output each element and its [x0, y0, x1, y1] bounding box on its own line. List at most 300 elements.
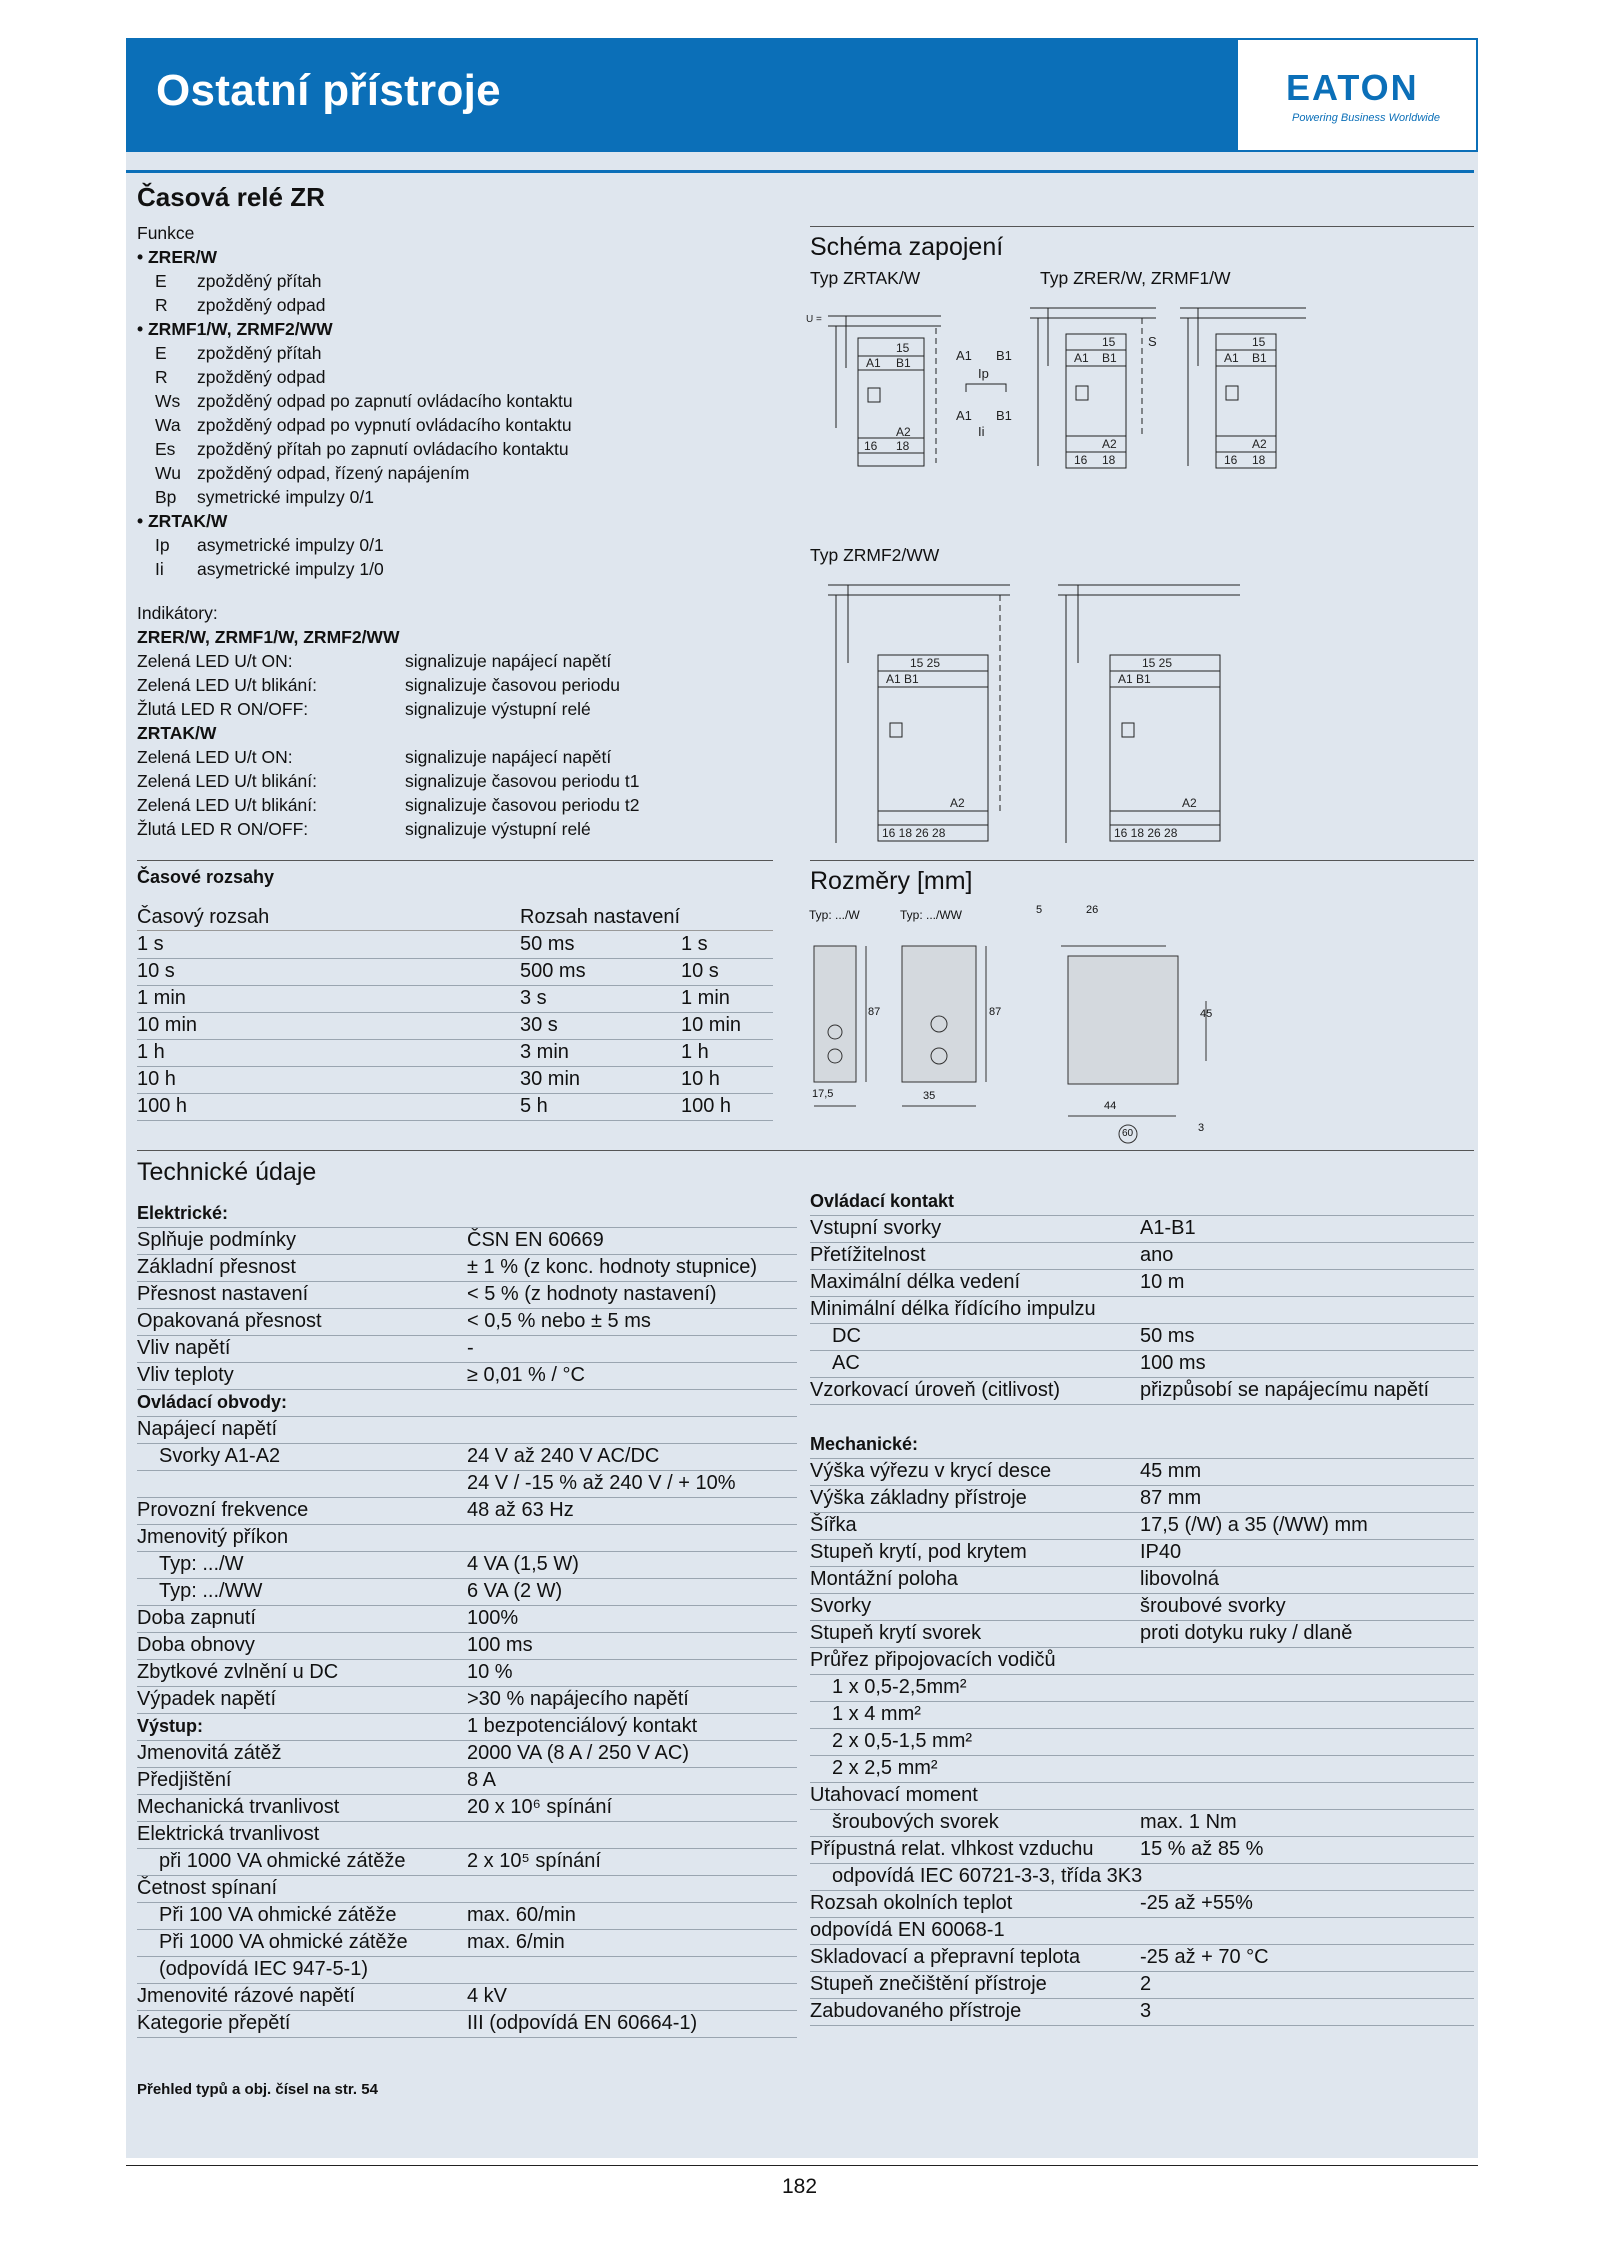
- wiring-rule: [810, 226, 1474, 227]
- dims-rule: [810, 860, 1474, 861]
- tech-right-key: Přípustná relat. vlhkost vzduchu: [810, 1838, 1094, 1860]
- setting-max: 1 h: [681, 1041, 709, 1063]
- dims-title: Rozměry [mm]: [810, 867, 973, 895]
- ranges-row: [137, 1012, 773, 1040]
- function-code: Ws: [155, 391, 181, 411]
- function-code: Wa: [155, 415, 181, 435]
- tech-right-key: AC: [832, 1352, 860, 1374]
- tech-left-key: Provozní frekvence: [137, 1499, 309, 1521]
- top-rule: [126, 170, 1474, 173]
- tech-right-key: Výška základny přístroje: [810, 1487, 1027, 1509]
- tech-left-key: Mechanická trvanlivost: [137, 1796, 340, 1818]
- tech-right-key: Svorky: [810, 1595, 872, 1617]
- tech-left-row: [137, 1821, 797, 1849]
- tech-left-key: Jmenovitý příkon: [137, 1526, 289, 1548]
- tech-right-row: [810, 1566, 1474, 1594]
- tech-right-row: [810, 1458, 1474, 1486]
- tech-right-key: Skladovací a přepravní teplota: [810, 1946, 1081, 1968]
- tech-left-key: Výstup:: [137, 1716, 204, 1736]
- tech-right-value: -25 až +55%: [1140, 1892, 1253, 1914]
- tech-left-row: [137, 2010, 797, 2038]
- svg-text:16 18 26 28: 16 18 26 28: [882, 826, 946, 840]
- setting-min: 3 min: [520, 1041, 569, 1063]
- dims-44: 44: [1104, 1100, 1117, 1112]
- function-desc: zpožděný odpad: [197, 295, 326, 315]
- setting-min: 3 s: [520, 987, 547, 1009]
- tech-left-row: [137, 1470, 797, 1498]
- footer-rule: [126, 2165, 1478, 2166]
- footer-note: Přehled typů a obj. čísel na str. 54: [137, 2081, 378, 2098]
- tech-left-value: 4 kV: [467, 1985, 508, 2007]
- wiring-diagram-zrmf2: [810, 563, 1250, 853]
- svg-text:A1: A1: [956, 408, 972, 423]
- product-title: Časová relé ZR: [137, 182, 325, 212]
- range-value: 1 min: [137, 987, 186, 1009]
- functions-heading: Funkce: [137, 223, 195, 243]
- tech-right-row: [810, 1242, 1474, 1270]
- logo-wordmark: [1286, 68, 1416, 117]
- tech-left-key: Jmenovitá zátěž: [137, 1742, 282, 1764]
- page-sheet: [126, 38, 1478, 2158]
- svg-text:15 25: 15 25: [1142, 656, 1173, 670]
- indicator-label: Zelená LED U/t ON:: [137, 651, 293, 672]
- dims-87-ww: 87: [989, 1006, 1002, 1018]
- function-code: Wu: [155, 463, 181, 483]
- tech-right-row: [810, 1701, 1474, 1729]
- page-title: Ostatní přístroje: [156, 66, 501, 115]
- function-group-name: • ZRER/W: [137, 247, 218, 267]
- tech-right-value: A1-B1: [1140, 1217, 1196, 1239]
- indicator-desc: signalizuje časovou periodu: [405, 675, 620, 696]
- tech-left-row: [137, 1362, 797, 1390]
- tech-left-row: [137, 1497, 797, 1525]
- svg-text:B1: B1: [1102, 351, 1117, 365]
- tech-left-value: max. 6/min: [467, 1931, 565, 1953]
- tech-left-key: Při 100 VA ohmické zátěže: [159, 1904, 397, 1926]
- setting-min: 30 s: [520, 1014, 558, 1036]
- tech-right-row: [810, 1944, 1474, 1972]
- indicators-heading: Indikátory:: [137, 603, 218, 624]
- svg-text:EATON: EATON: [1286, 68, 1416, 108]
- tech-left-key: Doba zapnutí: [137, 1607, 256, 1629]
- tech-right-row: [810, 1620, 1474, 1648]
- tech-left-value: 6 VA (2 W): [467, 1580, 563, 1602]
- svg-text:A1 B1: A1 B1: [886, 672, 919, 686]
- dims-5: 5: [1036, 904, 1043, 916]
- range-value: 10 min: [137, 1014, 198, 1036]
- tech-right-value: max. 1 Nm: [1140, 1811, 1237, 1833]
- tech-left-row: [137, 1254, 797, 1282]
- tech-right-key: 1 x 4 mm²: [832, 1703, 921, 1725]
- indicator-label: Zelená LED U/t blikání:: [137, 771, 317, 792]
- tech-left-key: Splňuje podmínky: [137, 1229, 296, 1251]
- ranges-row: [137, 958, 773, 986]
- svg-text:15: 15: [1102, 335, 1116, 349]
- svg-text:A2: A2: [896, 425, 911, 439]
- tech-right-key: 1 x 0,5-2,5mm²: [832, 1676, 967, 1698]
- function-code: E: [155, 343, 167, 363]
- tech-right-row: [810, 1377, 1474, 1405]
- setting-max: 10 min: [681, 1014, 742, 1036]
- tech-left-value: III (odpovídá EN 60664-1): [467, 2012, 698, 2034]
- tech-left-key: Při 1000 VA ohmické zátěže: [159, 1931, 408, 1953]
- function-code: R: [155, 295, 168, 315]
- tech-right-key: Výška výřezu v krycí desce: [810, 1460, 1052, 1482]
- svg-text:16: 16: [864, 439, 878, 453]
- tech-left-value: ± 1 % (z konc. hodnoty stupnice): [467, 1256, 758, 1278]
- svg-text:B1: B1: [896, 356, 911, 370]
- ranges-col1-header: Časový rozsah: [137, 906, 270, 928]
- tech-left-value: 4 VA (1,5 W): [467, 1553, 579, 1575]
- wiring-title: Schéma zapojení: [810, 233, 1004, 261]
- function-desc: zpožděný odpad, řízený napájením: [197, 463, 470, 483]
- tech-left-value: -: [467, 1337, 474, 1359]
- function-desc: zpožděný odpad po zapnutí ovládacího kontaktu: [197, 391, 573, 411]
- setting-min: 30 min: [520, 1068, 581, 1090]
- tech-left-key: při 1000 VA ohmické zátěže: [159, 1850, 406, 1872]
- indicator-desc: signalizuje výstupní relé: [405, 699, 591, 720]
- tech-right-row: [810, 1809, 1474, 1837]
- tech-right-key: Utahovací moment: [810, 1784, 978, 1806]
- tech-right-row: [810, 1890, 1474, 1918]
- indicator-desc: signalizuje výstupní relé: [405, 819, 591, 840]
- ranges-row: [137, 1066, 773, 1094]
- tech-left-value: ≥ 0,01 % / °C: [467, 1364, 585, 1386]
- tech-left-row: [137, 1956, 797, 1984]
- tech-right-value: 17,5 (/W) a 35 (/WW) mm: [1140, 1514, 1368, 1536]
- tech-right-row: [810, 1863, 1474, 1891]
- tech-left-row: [137, 1443, 797, 1471]
- ranges-rule: [137, 860, 773, 861]
- wiring-type3-label: Typ ZRMF2/WW: [810, 545, 940, 565]
- tech-left-value: < 0,5 % nebo ± 5 ms: [467, 1310, 651, 1332]
- tech-right-key: Zabudovaného přístroje: [810, 2000, 1022, 2022]
- tech-right-row: [810, 1188, 1474, 1216]
- svg-text:A2: A2: [950, 796, 965, 810]
- function-desc: asymetrické impulzy 0/1: [197, 535, 384, 555]
- tech-left-row: [137, 1659, 797, 1687]
- tech-right-row: [810, 1350, 1474, 1378]
- tech-left-key: Základní přesnost: [137, 1256, 296, 1278]
- tech-left-row: [137, 1389, 797, 1417]
- indicator-label: Žlutá LED R ON/OFF:: [137, 819, 309, 840]
- ranges-row: [137, 1093, 773, 1121]
- range-value: 1 s: [137, 933, 164, 955]
- setting-min: 500 ms: [520, 960, 586, 982]
- function-desc: zpožděný odpad: [197, 367, 326, 387]
- ranges-row: [137, 931, 773, 959]
- tech-left-value: 1 bezpotenciálový kontakt: [467, 1715, 698, 1737]
- logo-icon: [1286, 68, 1416, 108]
- ranges-col2-header: Rozsah nastavení: [520, 906, 681, 928]
- tech-left-key: Ovládací obvody:: [137, 1392, 288, 1412]
- tech-right-key: Ovládací kontakt: [810, 1191, 955, 1211]
- svg-text:18: 18: [896, 439, 910, 453]
- indicator-label: Žlutá LED R ON/OFF:: [137, 699, 309, 720]
- header-banner: [126, 38, 1236, 152]
- svg-text:15 25: 15 25: [910, 656, 941, 670]
- tech-left-value: >30 % napájecího napětí: [467, 1688, 689, 1710]
- tech-left-row: [137, 1416, 797, 1444]
- tech-left-key: Svorky A1-A2: [159, 1445, 281, 1467]
- page-number: 182: [782, 2175, 818, 2198]
- tech-rule: [137, 1150, 1474, 1151]
- svg-text:16: 16: [1074, 453, 1088, 467]
- range-value: 1 h: [137, 1041, 165, 1063]
- function-group-name: • ZRMF1/W, ZRMF2/WW: [137, 319, 333, 339]
- tech-right-row: [810, 1917, 1474, 1945]
- svg-text:A1: A1: [1224, 351, 1239, 365]
- function-code: Bp: [155, 487, 177, 507]
- tech-right-value: 100 ms: [1140, 1352, 1206, 1374]
- svg-text:A1: A1: [866, 356, 881, 370]
- tech-left-row: [137, 1848, 797, 1876]
- tech-left-row: [137, 1551, 797, 1579]
- setting-max: 10 h: [681, 1068, 720, 1090]
- svg-text:B1: B1: [996, 348, 1012, 363]
- tech-left-value: max. 60/min: [467, 1904, 576, 1926]
- function-code: Ii: [155, 559, 164, 579]
- tech-left-key: Předjištění: [137, 1769, 232, 1791]
- function-code: Ip: [155, 535, 170, 555]
- svg-text:A2: A2: [1182, 796, 1197, 810]
- tech-right-key: Stupeň znečištění přístroje: [810, 1973, 1047, 1995]
- tech-left-key: Kategorie přepětí: [137, 2012, 291, 2034]
- tech-left-key: Jmenovité rázové napětí: [137, 1985, 355, 2007]
- function-desc: zpožděný přítah po zapnutí ovládacího kontaktu: [197, 439, 569, 459]
- tech-right-key: Přetížitelnost: [810, 1244, 926, 1266]
- logo-tagline: Powering Business Worldwide: [1292, 112, 1440, 124]
- tech-left-value: 8 A: [467, 1769, 496, 1791]
- tech-right-row: [810, 1593, 1474, 1621]
- svg-text:U =: U =: [806, 314, 822, 325]
- dims-26: 26: [1086, 904, 1099, 916]
- tech-left-value: 48 až 63 Hz: [467, 1499, 574, 1521]
- tech-right-value: šroubové svorky: [1140, 1595, 1286, 1617]
- svg-text:A1 B1: A1 B1: [1118, 672, 1151, 686]
- range-value: 10 h: [137, 1068, 176, 1090]
- dims-type-w: Typ: .../W: [809, 908, 860, 922]
- svg-text:A1: A1: [956, 348, 972, 363]
- tech-left-value: 10 %: [467, 1661, 513, 1683]
- setting-max: 100 h: [681, 1095, 732, 1117]
- indicator-label: Zelená LED U/t blikání:: [137, 675, 317, 696]
- ranges-title: Časové rozsahy: [137, 867, 275, 887]
- function-code: E: [155, 271, 167, 291]
- svg-text:18: 18: [1102, 453, 1116, 467]
- tech-right-key: Šířka: [810, 1514, 857, 1536]
- tech-right-value: proti dotyku ruky / dlaně: [1140, 1622, 1353, 1644]
- tech-right-key: Minimální délka řídícího impulzu: [810, 1298, 1096, 1320]
- tech-left-value: 2 x 10⁵ spínání: [467, 1850, 601, 1872]
- tech-left-row: [137, 1740, 797, 1768]
- function-desc: zpožděný přítah: [197, 271, 322, 291]
- tech-left-row: [137, 1929, 797, 1957]
- tech-right-key: odpovídá IEC 60721-3-3, třída 3K3: [832, 1865, 1143, 1887]
- dimension-drawing: [806, 906, 1366, 1176]
- tech-right-row: [810, 1998, 1474, 2026]
- wiring-type2-label: Typ ZRER/W, ZRMF1/W: [1040, 268, 1231, 288]
- tech-left-row: [137, 1794, 797, 1822]
- tech-right-row: [810, 1512, 1474, 1540]
- tech-left-row: [137, 1200, 797, 1228]
- svg-text:16 18 26 28: 16 18 26 28: [1114, 826, 1178, 840]
- tech-left-row: [137, 1281, 797, 1309]
- tech-right-key: 2 x 0,5-1,5 mm²: [832, 1730, 973, 1752]
- setting-max: 1 s: [681, 933, 708, 955]
- tech-right-value: 10 m: [1140, 1271, 1185, 1293]
- tech-right-row: [810, 1431, 1474, 1459]
- tech-right-key: 2 x 2,5 mm²: [832, 1757, 938, 1779]
- indicator-group-name: ZRER/W, ZRMF1/W, ZRMF2/WW: [137, 627, 400, 648]
- svg-text:Ii: Ii: [978, 424, 985, 439]
- function-desc: zpožděný přítah: [197, 343, 322, 363]
- tech-left-value: 24 V až 240 V AC/DC: [467, 1445, 660, 1467]
- tech-right-key: Montážní poloha: [810, 1568, 958, 1590]
- svg-text:B1: B1: [996, 408, 1012, 423]
- tech-right-value: ano: [1140, 1244, 1174, 1266]
- dims-type-ww: Typ: .../WW: [900, 908, 962, 922]
- tech-right-row: [810, 1674, 1474, 1702]
- dims-45: 45: [1200, 1008, 1213, 1020]
- tech-left-value: 100 ms: [467, 1634, 533, 1656]
- tech-right-row: [810, 1647, 1474, 1675]
- tech-left-key: Výpadek napětí: [137, 1688, 276, 1710]
- tech-left-row: [137, 1524, 797, 1552]
- tech-right-key: Průřez připojovacích vodičů: [810, 1649, 1056, 1671]
- tech-right-value: 87 mm: [1140, 1487, 1202, 1509]
- eaton-logo: [1236, 38, 1478, 152]
- tech-right-row: [810, 1836, 1474, 1864]
- tech-right-row: [810, 1323, 1474, 1351]
- tech-right-row: [810, 1269, 1474, 1297]
- svg-text:S: S: [1148, 334, 1157, 349]
- wiring-diagram-zrer: [1016, 286, 1316, 506]
- tech-left-key: Elektrická trvanlivost: [137, 1823, 320, 1845]
- tech-right-value: libovolná: [1140, 1568, 1219, 1590]
- tech-right-row: [810, 1728, 1474, 1756]
- tech-left-value: 100%: [467, 1607, 519, 1629]
- tech-right-value: -25 až + 70 °C: [1140, 1946, 1269, 1968]
- function-code: R: [155, 367, 168, 387]
- tech-left-value: 24 V / -15 % až 240 V / + 10%: [467, 1472, 736, 1494]
- tech-right-row: [810, 1404, 1474, 1431]
- tech-left-row: [137, 1335, 797, 1363]
- tech-right-row: [810, 1215, 1474, 1243]
- indicator-desc: signalizuje napájecí napětí: [405, 651, 612, 672]
- setting-max: 10 s: [681, 960, 719, 982]
- svg-text:A2: A2: [1252, 437, 1267, 451]
- tech-left-row: [137, 1686, 797, 1714]
- function-desc: symetrické impulzy 0/1: [197, 487, 374, 507]
- tech-right-value: 3: [1140, 2000, 1152, 2022]
- indicator-desc: signalizuje časovou periodu t1: [405, 771, 640, 792]
- svg-text:16: 16: [1224, 453, 1238, 467]
- svg-text:Ip: Ip: [978, 366, 989, 381]
- dims-60: 60: [1122, 1128, 1134, 1139]
- svg-text:18: 18: [1252, 453, 1266, 467]
- tech-right-row: [810, 1971, 1474, 1999]
- tech-right-key: šroubových svorek: [832, 1811, 999, 1833]
- tech-left-row: [137, 1902, 797, 1930]
- setting-min: 5 h: [520, 1095, 548, 1117]
- svg-text:A2: A2: [1102, 437, 1117, 451]
- tech-left-row: [137, 1983, 797, 2011]
- tech-title: Technické údaje: [137, 1158, 317, 1186]
- indicator-desc: signalizuje časovou periodu t2: [405, 795, 640, 816]
- tech-right-value: 50 ms: [1140, 1325, 1195, 1347]
- tech-left-row: [137, 1875, 797, 1903]
- setting-max: 1 min: [681, 987, 730, 1009]
- tech-left-key: Napájecí napětí: [137, 1418, 278, 1440]
- tech-right-row: [810, 1296, 1474, 1324]
- dims-17-5: 17,5: [812, 1088, 834, 1100]
- tech-left-key: Opakovaná přesnost: [137, 1310, 322, 1332]
- svg-text:15: 15: [896, 341, 910, 355]
- function-group-name: • ZRTAK/W: [137, 511, 228, 531]
- tech-right-value: 15 % až 85 %: [1140, 1838, 1264, 1860]
- tech-right-key: Vstupní svorky: [810, 1217, 942, 1239]
- tech-left-key: Zbytkové zvlnění u DC: [137, 1661, 339, 1683]
- tech-right-value: 2: [1140, 1973, 1152, 1995]
- tech-right-row: [810, 1782, 1474, 1810]
- wiring-diagram-zrtak: [806, 288, 1046, 488]
- tech-left-key: (odpovídá IEC 947-5-1): [159, 1958, 369, 1980]
- svg-text:A1: A1: [1074, 351, 1089, 365]
- tech-right-key: Vzorkovací úroveň (citlivost): [810, 1379, 1061, 1401]
- tech-left-value: < 5 % (z hodnoty nastavení): [467, 1283, 717, 1305]
- range-value: 10 s: [137, 960, 175, 982]
- wiring-type1-label: Typ ZRTAK/W: [810, 268, 921, 288]
- range-value: 100 h: [137, 1095, 188, 1117]
- tech-right-key: Mechanické:: [810, 1434, 919, 1454]
- tech-right-key: DC: [832, 1325, 861, 1347]
- tech-right-value: přizpůsobí se napájecímu napětí: [1140, 1379, 1430, 1401]
- tech-right-row: [810, 1485, 1474, 1513]
- ranges-row: [137, 985, 773, 1013]
- tech-right-key: Rozsah okolních teplot: [810, 1892, 1013, 1914]
- tech-right-row: [810, 1539, 1474, 1567]
- dims-87-w: 87: [868, 1006, 881, 1018]
- indicator-group-name: ZRTAK/W: [137, 723, 217, 744]
- tech-left-row: [137, 1578, 797, 1606]
- indicator-label: Zelená LED U/t ON:: [137, 747, 293, 768]
- tech-left-row: [137, 1632, 797, 1660]
- dims-3: 3: [1198, 1122, 1205, 1134]
- tech-left-key: Doba obnovy: [137, 1634, 255, 1656]
- tech-right-key: Stupeň krytí svorek: [810, 1622, 982, 1644]
- tech-left-key: Typ: .../WW: [159, 1580, 263, 1602]
- tech-left-row: [137, 1227, 797, 1255]
- tech-right-value: IP40: [1140, 1541, 1182, 1563]
- tech-left-row: [137, 1605, 797, 1633]
- tech-left-key: Četnost spínaní: [137, 1877, 278, 1899]
- setting-min: 50 ms: [520, 933, 575, 955]
- indicator-desc: signalizuje napájecí napětí: [405, 747, 612, 768]
- ranges-row: [137, 1039, 773, 1067]
- tech-left-key: Elektrické:: [137, 1203, 229, 1223]
- function-desc: asymetrické impulzy 1/0: [197, 559, 384, 579]
- tech-left-value: 2000 VA (8 A / 250 V AC): [467, 1742, 690, 1764]
- tech-right-key: odpovídá EN 60068-1: [810, 1919, 1005, 1941]
- tech-left-key: Přesnost nastavení: [137, 1283, 309, 1305]
- dims-35: 35: [923, 1090, 936, 1102]
- tech-left-key: Vliv teploty: [137, 1364, 234, 1386]
- tech-right-row: [810, 1755, 1474, 1783]
- svg-text:B1: B1: [1252, 351, 1267, 365]
- svg-text:15: 15: [1252, 335, 1266, 349]
- tech-right-key: Maximální délka vedení: [810, 1271, 1021, 1293]
